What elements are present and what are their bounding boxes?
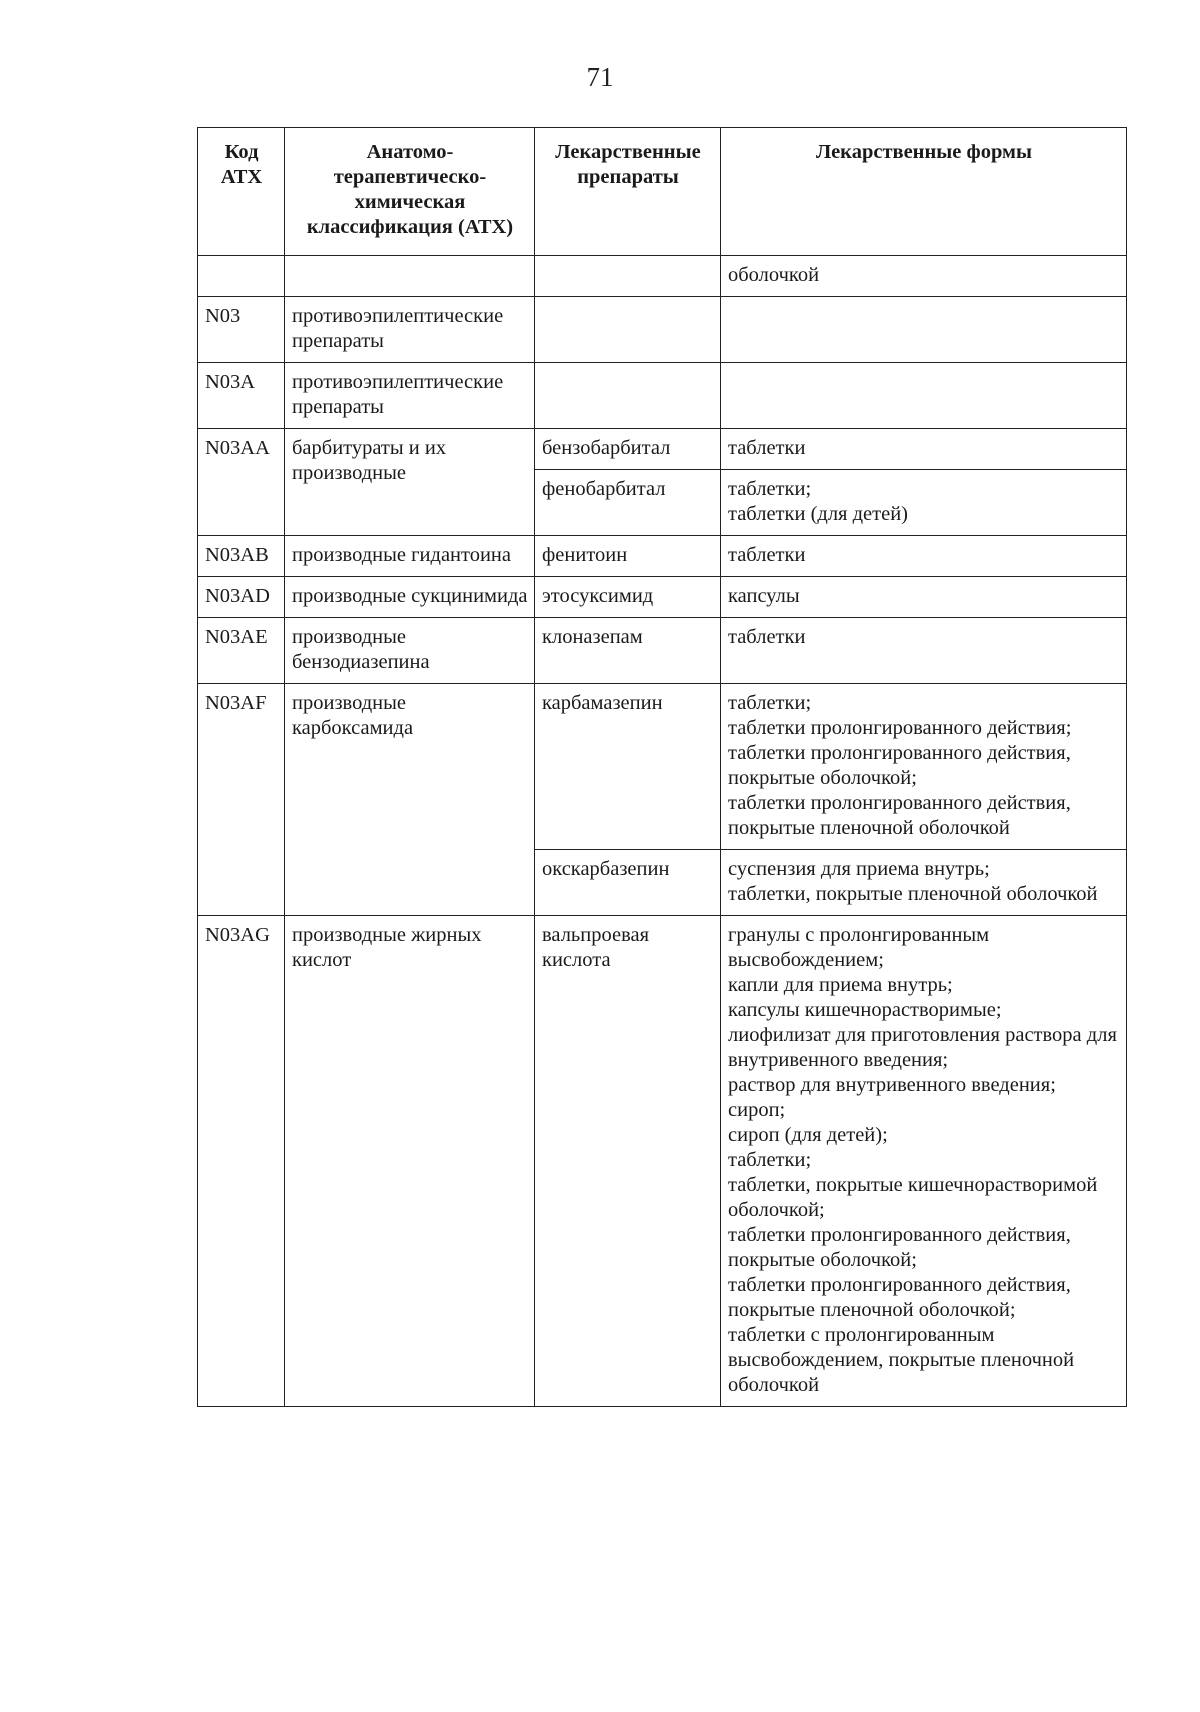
table-row	[198, 429, 1127, 470]
dosage-form-item: таблетки, покрытые пленочной оболочкой	[728, 883, 1098, 905]
drug-name-cell: карбамазепин	[535, 684, 721, 850]
drug-name-cell	[535, 297, 721, 363]
dosage-form-item: таблетки;	[728, 692, 812, 714]
dosage-form-item: сироп (для детей);	[728, 1124, 888, 1146]
atx-code-cell: N03AA	[198, 429, 285, 536]
dosage-forms-cell	[721, 618, 1127, 684]
dosage-form-item: гранулы с пролонгированным высвобождением;	[728, 924, 990, 971]
dosage-form-item: суспензия для приема внутрь;	[728, 858, 990, 880]
atx-classification-cell	[285, 256, 535, 297]
table-row	[198, 577, 1127, 618]
dosage-form-item: таблетки пролонгированного действия, покрытые пленочной оболочкой	[728, 792, 1071, 839]
dosage-forms-cell	[721, 916, 1127, 1407]
atx-code-cell: N03	[198, 297, 285, 363]
dosage-forms-list	[728, 625, 1120, 650]
page-number: 71	[586, 62, 614, 92]
drug-name-cell	[535, 363, 721, 429]
dosage-form-item: таблетки пролонгированного действия, покрытые пленочной оболочкой;	[728, 1274, 1071, 1321]
dosage-forms-cell	[721, 256, 1127, 297]
dosage-form-item: таблетки с пролонгированным высвобождением, покрытые пленочной оболочкой	[728, 1324, 1075, 1396]
drug-name-cell: вальпроевая кислота	[535, 916, 721, 1407]
table-body	[198, 256, 1127, 1407]
dosage-form-item: таблетки (для детей)	[728, 503, 908, 525]
dosage-forms-list	[728, 584, 1120, 609]
header-row	[198, 128, 1127, 256]
atx-code-cell: N03AF	[198, 684, 285, 916]
dosage-form-item: таблетки	[728, 626, 806, 648]
dosage-form-item: таблетки;	[728, 478, 812, 500]
dosage-form-item: лиофилизат для приготовления раствора для внутривенного введения;	[728, 1024, 1117, 1071]
header-code: Код АТХ	[198, 128, 285, 256]
dosage-forms-cell	[721, 684, 1127, 850]
table-row	[198, 618, 1127, 684]
dosage-forms-list	[728, 691, 1120, 841]
drug-name-cell: окскарбазепин	[535, 850, 721, 916]
atx-classification-cell: производные карбоксамида	[285, 684, 535, 916]
atx-code-cell: N03AB	[198, 536, 285, 577]
table-row	[198, 916, 1127, 1407]
atx-code-cell: N03A	[198, 363, 285, 429]
dosage-form-item: капсулы	[728, 585, 800, 607]
dosage-form-item: сироп;	[728, 1099, 786, 1121]
dosage-form-item: таблетки	[728, 544, 806, 566]
dosage-forms-cell	[721, 363, 1127, 429]
dosage-form-item: таблетки пролонгированного действия;	[728, 717, 1072, 739]
drug-name-cell: фенитоин	[535, 536, 721, 577]
dosage-form-item: раствор для внутривенного введения;	[728, 1074, 1056, 1096]
dosage-form-item: капли для приема внутрь;	[728, 974, 953, 996]
dosage-form-item: капсулы кишечнорастворимые;	[728, 999, 1002, 1021]
dosage-forms-list	[728, 263, 1120, 288]
dosage-form-item: таблетки пролонгированного действия, покрытые оболочкой;	[728, 742, 1071, 789]
atx-code-cell: N03AE	[198, 618, 285, 684]
atx-code-cell	[198, 256, 285, 297]
drug-name-cell: клоназепам	[535, 618, 721, 684]
dosage-form-item: таблетки;	[728, 1149, 812, 1171]
dosage-forms-cell	[721, 470, 1127, 536]
atx-classification-cell: противоэпилептические препараты	[285, 363, 535, 429]
table-row	[198, 363, 1127, 429]
dosage-forms-cell	[721, 429, 1127, 470]
dosage-forms-list	[728, 436, 1120, 461]
dosage-forms-cell	[721, 297, 1127, 363]
atx-code-cell: N03AD	[198, 577, 285, 618]
drug-name-cell: фенобарбитал	[535, 470, 721, 536]
table-row	[198, 297, 1127, 363]
table-row	[198, 536, 1127, 577]
table-row	[198, 256, 1127, 297]
dosage-form-item: таблетки пролонгированного действия, покрытые оболочкой;	[728, 1224, 1071, 1271]
drug-name-cell: этосуксимид	[535, 577, 721, 618]
atx-classification-cell: производные гидантоина	[285, 536, 535, 577]
header-forms: Лекарственные формы	[721, 128, 1127, 256]
atx-classification-cell: производные сукцинимида	[285, 577, 535, 618]
atx-table	[197, 127, 1127, 1407]
dosage-forms-list	[728, 923, 1120, 1398]
atx-classification-cell: производные жирных кислот	[285, 916, 535, 1407]
dosage-forms-list	[728, 857, 1120, 907]
atx-classification-cell: противоэпилептические препараты	[285, 297, 535, 363]
atx-classification-cell: производные бензодиазепина	[285, 618, 535, 684]
drug-name-cell	[535, 256, 721, 297]
drug-name-cell: бензобарбитал	[535, 429, 721, 470]
dosage-form-item: таблетки, покрытые кишечнорастворимой оболочкой;	[728, 1174, 1098, 1221]
header-drugs: Лекарственные препараты	[535, 128, 721, 256]
atx-code-cell: N03AG	[198, 916, 285, 1407]
dosage-forms-cell	[721, 536, 1127, 577]
dosage-forms-cell	[721, 577, 1127, 618]
table-header	[198, 128, 1127, 256]
dosage-forms-list	[728, 543, 1120, 568]
atx-classification-cell: барбитураты и их производные	[285, 429, 535, 536]
dosage-form-item: таблетки	[728, 437, 806, 459]
table-row	[198, 684, 1127, 850]
dosage-forms-cell	[721, 850, 1127, 916]
header-classification: Анатомо-терапевтическо-химическая классификация (АТХ)	[285, 128, 535, 256]
dosage-forms-list	[728, 477, 1120, 527]
dosage-form-item: оболочкой	[728, 264, 820, 286]
